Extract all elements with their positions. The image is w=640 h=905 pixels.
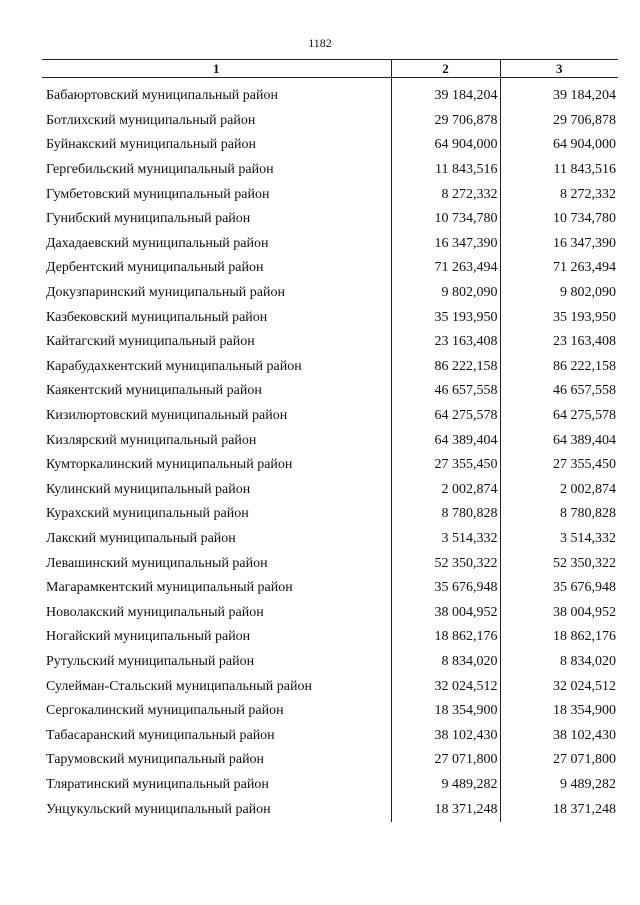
column-3-value-cell: 9 802,090 bbox=[500, 281, 618, 306]
column-2-value-cell: 10 734,780 bbox=[391, 207, 500, 232]
column-3-value-cell: 86 222,158 bbox=[500, 355, 618, 380]
column-3-value-cell: 35 676,948 bbox=[500, 576, 618, 601]
table-row bbox=[42, 650, 618, 675]
district-name-cell: Кизилюртовский муниципальный район bbox=[46, 408, 288, 424]
table-row bbox=[42, 109, 618, 134]
district-name-cell: Кизлярский муниципальный район bbox=[46, 432, 257, 448]
column-2-value-cell: 18 354,900 bbox=[391, 699, 500, 724]
column-3-value-cell: 39 184,204 bbox=[500, 78, 618, 109]
column-2-value-cell: 18 862,176 bbox=[391, 625, 500, 650]
column-2-value-cell: 18 371,248 bbox=[391, 797, 500, 822]
header-row bbox=[42, 60, 618, 78]
table-row bbox=[42, 502, 618, 527]
column-3-value-cell: 64 275,578 bbox=[500, 404, 618, 429]
column-3-value-cell: 27 355,450 bbox=[500, 453, 618, 478]
column-2-value-cell: 52 350,322 bbox=[391, 551, 500, 576]
column-3-value-cell: 46 657,558 bbox=[500, 379, 618, 404]
district-name-cell: Рутульский муниципальный район bbox=[46, 653, 255, 669]
column-2-value-cell: 2 002,874 bbox=[391, 478, 500, 503]
table-row bbox=[42, 478, 618, 503]
table-body bbox=[42, 78, 618, 822]
table-row bbox=[42, 674, 618, 699]
column-2-value-cell: 35 193,950 bbox=[391, 305, 500, 330]
column-3-value-cell: 64 904,000 bbox=[500, 133, 618, 158]
column-2-value-cell: 86 222,158 bbox=[391, 355, 500, 380]
column-2-value-cell: 29 706,878 bbox=[391, 109, 500, 134]
column-3-value-cell: 3 514,332 bbox=[500, 527, 618, 552]
table-row bbox=[42, 625, 618, 650]
column-3-value-cell: 10 734,780 bbox=[500, 207, 618, 232]
column-3-value-cell: 18 862,176 bbox=[500, 625, 618, 650]
district-name-cell: Ботлихский муниципальный район bbox=[46, 112, 256, 128]
column-2-value-cell: 32 024,512 bbox=[391, 674, 500, 699]
column-3-value-cell: 8 834,020 bbox=[500, 650, 618, 675]
district-name-cell: Кумторкалинский муниципальный район bbox=[46, 457, 293, 473]
table-row bbox=[42, 551, 618, 576]
column-3-value-cell: 8 272,332 bbox=[500, 182, 618, 207]
district-name-cell: Бабаюртовский муниципальный район bbox=[46, 88, 278, 104]
table-row bbox=[42, 428, 618, 453]
column-3-value-cell: 18 354,900 bbox=[500, 699, 618, 724]
table-row bbox=[42, 281, 618, 306]
column-2-value-cell: 8 834,020 bbox=[391, 650, 500, 675]
district-name-cell: Гунибский муниципальный район bbox=[46, 211, 251, 227]
column-header-1: 1 bbox=[42, 60, 391, 78]
column-2-value-cell: 27 355,450 bbox=[391, 453, 500, 478]
table-row bbox=[42, 527, 618, 552]
table-header bbox=[42, 60, 618, 78]
table-row bbox=[42, 256, 618, 281]
district-name-cell: Унцукульский муниципальный район bbox=[46, 801, 271, 817]
table-row bbox=[42, 576, 618, 601]
district-name-cell: Гергебильский муниципальный район bbox=[46, 162, 274, 178]
table-row bbox=[42, 723, 618, 748]
column-2-value-cell: 9 489,282 bbox=[391, 773, 500, 798]
column-2-value-cell: 64 275,578 bbox=[391, 404, 500, 429]
table-row bbox=[42, 404, 618, 429]
table-row bbox=[42, 773, 618, 798]
district-name-cell: Каякентский муниципальный район bbox=[46, 383, 262, 399]
table-row bbox=[42, 207, 618, 232]
column-3-value-cell: 38 102,430 bbox=[500, 723, 618, 748]
table-row bbox=[42, 379, 618, 404]
table-row bbox=[42, 797, 618, 822]
column-2-value-cell: 27 071,800 bbox=[391, 748, 500, 773]
column-2-value-cell: 64 389,404 bbox=[391, 428, 500, 453]
column-2-value-cell: 38 102,430 bbox=[391, 723, 500, 748]
district-name-cell: Сулейман-Стальский муниципальный район bbox=[46, 678, 312, 694]
table-row bbox=[42, 182, 618, 207]
district-name-cell: Дербентский муниципальный район bbox=[46, 260, 264, 276]
district-name-cell: Кулинский муниципальный район bbox=[46, 481, 251, 497]
column-3-value-cell: 71 263,494 bbox=[500, 256, 618, 281]
column-2-value-cell: 8 780,828 bbox=[391, 502, 500, 527]
column-3-value-cell: 52 350,322 bbox=[500, 551, 618, 576]
column-3-value-cell: 2 002,874 bbox=[500, 478, 618, 503]
budget-table-container bbox=[42, 59, 618, 822]
column-2-value-cell: 3 514,332 bbox=[391, 527, 500, 552]
table-row bbox=[42, 699, 618, 724]
district-name-cell: Тарумовский муниципальный район bbox=[46, 752, 265, 768]
column-2-value-cell: 71 263,494 bbox=[391, 256, 500, 281]
column-3-value-cell: 35 193,950 bbox=[500, 305, 618, 330]
district-name-cell: Лакский муниципальный район bbox=[46, 530, 236, 546]
district-name-cell: Казбековский муниципальный район bbox=[46, 309, 268, 325]
district-name-cell: Табасаранский муниципальный район bbox=[46, 727, 275, 743]
table-row bbox=[42, 78, 618, 109]
budget-table bbox=[42, 59, 618, 822]
table-row bbox=[42, 748, 618, 773]
table-row bbox=[42, 158, 618, 183]
column-2-value-cell: 11 843,516 bbox=[391, 158, 500, 183]
column-3-value-cell: 29 706,878 bbox=[500, 109, 618, 134]
district-name-cell: Ногайский муниципальный район bbox=[46, 629, 251, 645]
page-number: 1182 bbox=[308, 36, 332, 50]
district-name-cell: Курахский муниципальный район bbox=[46, 506, 249, 522]
table-row bbox=[42, 305, 618, 330]
column-3-value-cell: 18 371,248 bbox=[500, 797, 618, 822]
column-2-value-cell: 8 272,332 bbox=[391, 182, 500, 207]
column-3-value-cell: 38 004,952 bbox=[500, 600, 618, 625]
column-2-value-cell: 23 163,408 bbox=[391, 330, 500, 355]
column-3-value-cell: 27 071,800 bbox=[500, 748, 618, 773]
column-3-value-cell: 11 843,516 bbox=[500, 158, 618, 183]
column-3-value-cell: 32 024,512 bbox=[500, 674, 618, 699]
table-row bbox=[42, 355, 618, 380]
table-row bbox=[42, 600, 618, 625]
column-2-value-cell: 35 676,948 bbox=[391, 576, 500, 601]
column-2-value-cell: 39 184,204 bbox=[391, 78, 500, 109]
table-row bbox=[42, 232, 618, 257]
district-name-cell: Гумбетовский муниципальный район bbox=[46, 186, 270, 202]
district-name-cell: Тляратинский муниципальный район bbox=[46, 776, 269, 792]
district-name-cell: Сергокалинский муниципальный район bbox=[46, 703, 284, 719]
district-name-cell: Докузпаринский муниципальный район bbox=[46, 285, 285, 301]
district-name-cell: Буйнакский муниципальный район bbox=[46, 137, 256, 153]
table-row bbox=[42, 330, 618, 355]
column-2-value-cell: 38 004,952 bbox=[391, 600, 500, 625]
table-row bbox=[42, 133, 618, 158]
column-3-value-cell: 23 163,408 bbox=[500, 330, 618, 355]
district-name-cell: Новолакский муниципальный район bbox=[46, 604, 264, 620]
table-row bbox=[42, 453, 618, 478]
column-2-value-cell: 9 802,090 bbox=[391, 281, 500, 306]
district-name-cell: Кайтагский муниципальный район bbox=[46, 334, 255, 350]
column-3-value-cell: 8 780,828 bbox=[500, 502, 618, 527]
column-3-value-cell: 64 389,404 bbox=[500, 428, 618, 453]
district-name-cell: Магарамкентский муниципальный район bbox=[46, 580, 293, 596]
district-name-cell: Дахадаевский муниципальный район bbox=[46, 235, 269, 251]
column-2-value-cell: 46 657,558 bbox=[391, 379, 500, 404]
column-2-value-cell: 16 347,390 bbox=[391, 232, 500, 257]
district-name-cell: Карабудахкентский муниципальный район bbox=[46, 358, 302, 374]
column-2-value-cell: 64 904,000 bbox=[391, 133, 500, 158]
column-3-value-cell: 9 489,282 bbox=[500, 773, 618, 798]
column-header-2: 2 bbox=[391, 60, 500, 78]
district-name-cell: Левашинский муниципальный район bbox=[46, 555, 268, 571]
column-3-value-cell: 16 347,390 bbox=[500, 232, 618, 257]
column-header-3: 3 bbox=[500, 60, 618, 78]
